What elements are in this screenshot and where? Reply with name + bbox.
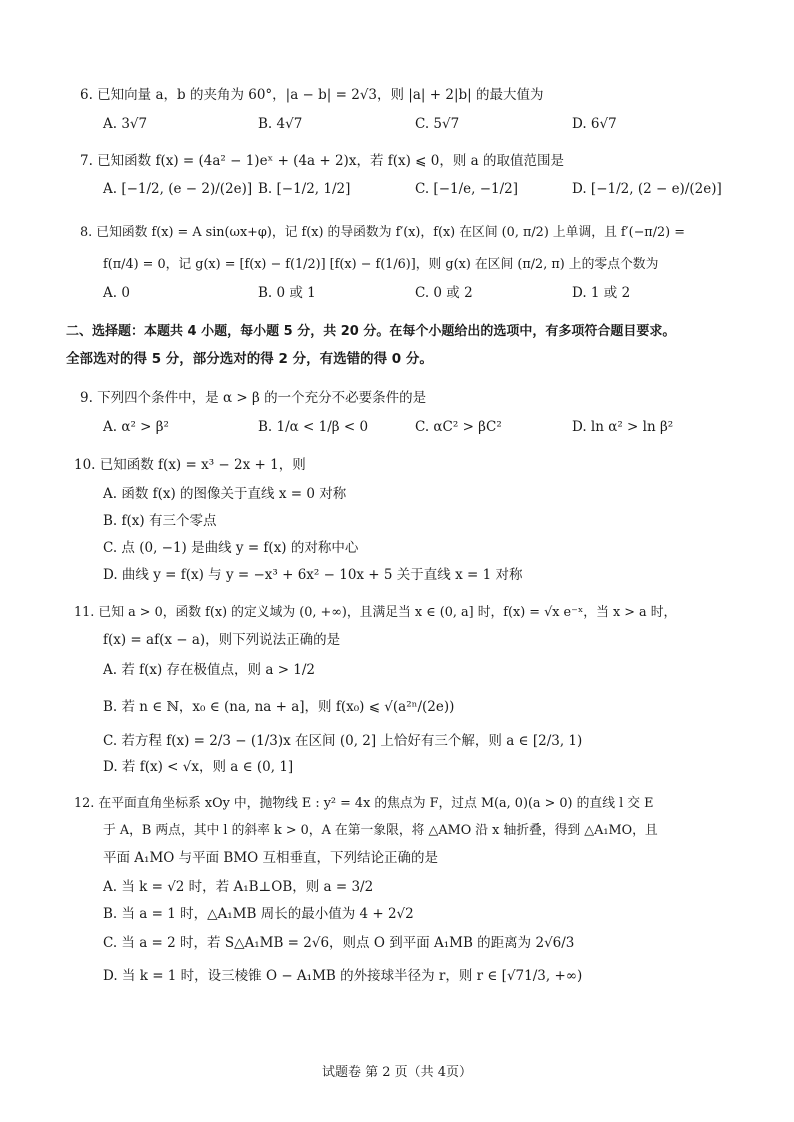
question-12-stem-line3: 平面 A₁MO 与平面 BMO 互相垂直，下列结论正确的是: [103, 850, 439, 866]
question-12-option-a: A. 当 k = √2 时，若 A₁B⊥OB，则 a = 3/2: [103, 879, 374, 895]
question-9-stem: 9. 下列四个条件中，是 α > β 的一个充分不必要条件的是: [80, 390, 427, 406]
question-6-option-c: C. 5√7: [415, 116, 460, 132]
question-11-option-d: D. 若 f(x) < √x，则 a ∈ (0, 1]: [103, 759, 294, 775]
question-12-option-d: D. 当 k = 1 时，设三棱锥 O − A₁MB 的外接球半径为 r，则 r ∈ [√71/3, +∞): [103, 968, 583, 984]
question-7-option-b: B. [−1/2, 1/2]: [258, 181, 351, 197]
question-11-option-b: B. 若 n ∈ ℕ，x₀ ∈ (na, na + a]，则 f(x₀) ⩽ √(a²ⁿ/(2e)): [103, 699, 455, 715]
question-7-stem: 7. 已知函数 f(x) = (4a² − 1)eˣ + (4a + 2)x，若 f(x) ⩽ 0，则 a 的取值范围是: [80, 153, 564, 169]
question-8-stem-line1: 8. 已知函数 f(x) = A sin(ωx+φ)，记 f(x) 的导函数为 f′(x)，f(x) 在区间 (0, π/2) 上单调，且 f′(−π/2) =: [80, 225, 685, 240]
question-8-option-c: C. 0 或 2: [415, 285, 473, 301]
question-8-option-b: B. 0 或 1: [258, 285, 316, 301]
page-footer: 试题卷 第 2 页（共 4页）: [321, 1065, 473, 1080]
question-12-stem-line1: 12. 在平面直角坐标系 xOy 中，抛物线 E : y² = 4x 的焦点为 F，过点 M(a, 0)(a > 0) 的直线 l 交 E: [74, 796, 654, 811]
question-9-option-c: C. αC² > βC²: [415, 419, 502, 435]
question-6-option-b: B. 4√7: [258, 116, 303, 132]
question-11-option-a: A. 若 f(x) 存在极值点，则 a > 1/2: [103, 662, 316, 678]
question-9-option-b: B. 1/α < 1/β < 0: [258, 419, 369, 435]
question-11-option-c: C. 若方程 f(x) = 2/3 − (1/3)x 在区间 (0, 2] 上恰好有三个解，则 a ∈ [2/3, 1): [103, 733, 583, 749]
question-6-stem: 6. 已知向量 a，b 的夹角为 60°，|a − b| = 2√3，则 |a| + 2|b| 的最大值为: [80, 87, 544, 103]
question-10-option-c: C. 点 (0, −1) 是曲线 y = f(x) 的对称中心: [103, 540, 359, 556]
question-11-stem-line1: 11. 已知 a > 0，函数 f(x) 的定义域为 (0, +∞)，且满足当 x ∈ (0, a] 时，f(x) = √x e⁻ˣ，当 x > a 时，: [74, 605, 677, 620]
question-12-option-c: C. 当 a = 2 时，若 S△A₁MB = 2√6，则点 O 到平面 A₁MB 的距离为 2√6/3: [103, 935, 575, 951]
question-7-option-c: C. [−1/e, −1/2]: [415, 181, 519, 197]
question-11-stem-line2: f(x) = af(x − a)，则下列说法正确的是: [103, 632, 341, 648]
question-12-option-b: B. 当 a = 1 时，△A₁MB 周长的最小值为 4 + 2√2: [103, 906, 414, 922]
question-8-option-d: D. 1 或 2: [572, 285, 631, 301]
question-7-option-d: D. [−1/2, (2 − e)/(2e)]: [572, 181, 722, 197]
question-7-option-a: A. [−1/2, (e − 2)/(2e)]: [103, 181, 253, 197]
question-9-option-d: D. ln α² > ln β²: [572, 419, 674, 435]
question-6-option-a: A. 3√7: [103, 116, 148, 132]
question-10-option-d: D. 曲线 y = f(x) 与 y = −x³ + 6x² − 10x + 5 关于直线 x = 1 对称: [103, 567, 523, 583]
section-2-instructions-line1: 二、选择题：本题共 4 小题，每小题 5 分，共 20 分。在每个小题给出的选项中，有多项符合题目要求。: [66, 324, 676, 339]
question-8-option-a: A. 0: [103, 285, 130, 301]
question-9-option-a: A. α² > β²: [103, 419, 169, 435]
section-2-instructions-line2: 全部选对的得 5 分，部分选对的得 2 分，有选错的得 0 分。: [66, 351, 433, 367]
question-8-stem-line2: f(π/4) = 0，记 g(x) = [f(x) − f(1/2)] [f(x) − f(1/6)]，则 g(x) 在区间 (π/2, π) 上的零点个数为: [103, 257, 659, 272]
question-10-option-b: B. f(x) 有三个零点: [103, 513, 217, 529]
question-10-option-a: A. 函数 f(x) 的图像关于直线 x = 0 对称: [103, 486, 347, 502]
question-12-stem-line2: 于 A，B 两点，其中 l 的斜率 k > 0，A 在第一象限，将 △AMO 沿 x 轴折叠，得到 △A₁MO，且: [103, 823, 658, 838]
question-10-stem: 10. 已知函数 f(x) = x³ − 2x + 1，则: [74, 457, 306, 473]
question-6-option-d: D. 6√7: [572, 116, 617, 132]
